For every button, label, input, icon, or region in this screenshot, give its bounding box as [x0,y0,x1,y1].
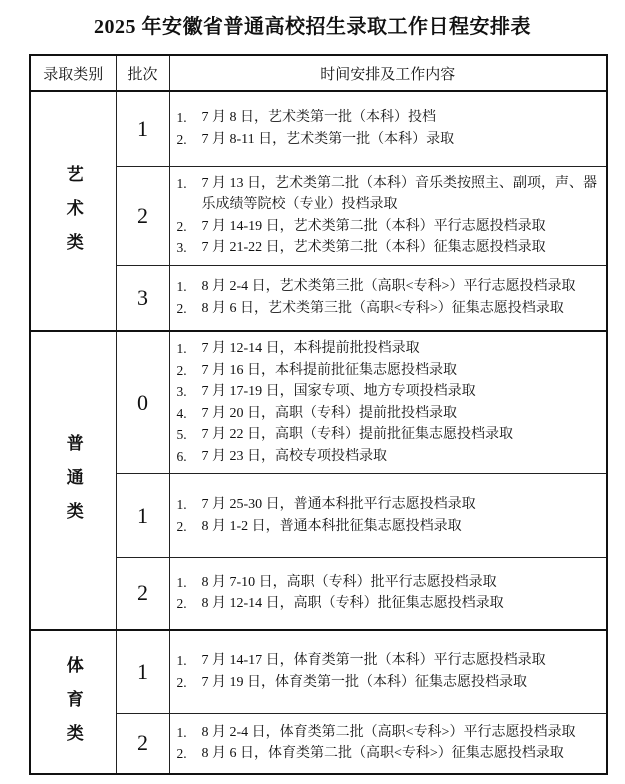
item-number: 2. [176,518,187,534]
item-number: 2. [176,362,187,378]
item-number: 5. [176,427,187,442]
schedule-item [177,237,599,259]
item-number: 1. [176,497,187,512]
section-sports [30,630,607,774]
category-cell-sports [30,630,116,774]
table-row [30,331,607,474]
batch-cell: 1 [116,91,169,166]
content-cell [169,91,607,166]
item-number: 1. [176,110,187,126]
category-label: 普通类 [63,434,83,537]
item-text: 7 月 25-30 日，普通本科批平行志愿投档录取 [201,497,476,512]
item-text: 8 月 7-10 日，高职（专科）批平行志愿投档录取 [201,574,497,590]
item-number: 3. [176,384,187,399]
item-text: 8 月 6 日，艺术类第三批（高职<专科>）征集志愿投档录取 [201,300,564,316]
item-text: 7 月 23 日，高校专项投档录取 [201,448,387,464]
item-number: 4. [176,405,187,421]
item-text: 7 月 14-17 日，体育类第一批（本科）平行志愿投档录取 [201,653,546,669]
item-number: 1. [176,341,187,356]
header-row [30,55,607,91]
schedule-item [177,129,599,151]
schedule-item [177,360,599,382]
content-cell [169,265,607,331]
item-number: 1. [176,279,187,295]
schedule-item [177,107,599,129]
item-number: 1. [176,724,187,740]
item-text: 8 月 2-4 日，艺术类第三批（高职<专科>）平行志愿投档录取 [201,279,576,295]
table-row [30,558,607,630]
item-number: 1. [176,175,187,191]
item-text: 7 月 17-19 日，国家专项、地方专项投档录取 [201,384,476,399]
content-cell [169,714,607,774]
section-art [30,91,607,331]
item-text: 8 月 2-4 日，体育类第二批（高职<专科>）平行志愿投档录取 [201,724,576,740]
table-row [30,714,607,774]
batch-cell: 3 [116,265,169,331]
batch-cell: 2 [116,166,169,265]
item-number: 6. [176,448,187,464]
schedule-item [177,593,599,615]
table-header [30,55,607,91]
schedule-item [177,403,599,425]
category-cell-art [30,91,116,331]
schedule-item [177,494,599,516]
page-title: 2025 年安徽省普通高校招生录取工作日程安排表 [94,16,531,38]
header-cell-category: 录取类别 [30,55,116,91]
schedule-item [177,298,599,320]
batch-cell: 0 [116,331,169,474]
category-cell-general [30,331,116,630]
item-number: 2. [176,674,187,690]
item-number: 2. [176,300,187,316]
schedule-item [177,216,599,238]
item-text: 7 月 12-14 日，本科提前批投档录取 [201,341,420,356]
item-number: 2. [176,131,187,147]
item-text: 7 月 13 日，艺术类第二批（本科）音乐类按照主、副项，声、器乐成绩等院校（专业）投档录取 [201,175,597,212]
item-text: 7 月 22 日，高职（专科）提前批征集志愿投档录取 [201,427,513,442]
section-general [30,331,607,630]
schedule-item [177,446,599,468]
content-cell [169,558,607,630]
schedule-item [177,173,599,216]
batch-cell: 2 [116,714,169,774]
schedule-table [29,54,608,775]
header-cell-schedule: 时间安排及工作内容 [169,55,607,91]
item-number: 1. [176,653,187,669]
item-text: 7 月 20 日，高职（专科）提前批投档录取 [201,405,457,421]
schedule-item [177,424,599,446]
content-cell [169,331,607,474]
batch-cell: 2 [116,558,169,630]
schedule-item [177,338,599,360]
item-number: 1. [176,574,187,590]
schedule-item [177,650,599,672]
table-row [30,474,607,558]
item-text: 8 月 1-2 日，普通本科批征集志愿投档录取 [201,518,462,534]
schedule-item [177,276,599,298]
item-text: 8 月 6 日，体育类第二批（高职<专科>）征集志愿投档录取 [201,746,564,762]
item-text: 7 月 16 日，本科提前批征集志愿投档录取 [201,362,457,378]
content-cell [169,166,607,265]
schedule-item [177,722,599,744]
header-cell-batch: 批次 [116,55,169,91]
schedule-item [177,672,599,694]
item-text: 7 月 21-22 日，艺术类第二批（本科）征集志愿投档录取 [201,240,546,255]
content-cell [169,630,607,714]
category-label: 体育类 [63,655,83,758]
schedule-item [177,743,599,765]
batch-cell: 1 [116,630,169,714]
item-number: 2. [176,596,187,612]
batch-cell: 1 [116,474,169,558]
item-text: 7 月 14-19 日，艺术类第二批（本科）平行志愿投档录取 [201,218,546,234]
table-row [30,166,607,265]
category-label: 艺术类 [63,165,83,267]
item-text: 7 月 8-11 日，艺术类第一批（本科）录取 [201,131,455,147]
table-row [30,630,607,714]
schedule-item [177,516,599,538]
table-row [30,91,607,166]
item-text: 7 月 19 日，体育类第一批（本科）征集志愿投档录取 [201,674,527,690]
content-cell [169,474,607,558]
schedule-item [177,381,599,403]
item-text: 8 月 12-14 日，高职（专科）批征集志愿投档录取 [201,596,504,612]
table-row [30,265,607,331]
schedule-item [177,572,599,594]
item-text: 7 月 8 日，艺术类第一批（本科）投档 [201,110,436,126]
item-number: 2. [176,218,187,234]
item-number: 3. [176,240,187,255]
item-number: 2. [176,746,187,762]
